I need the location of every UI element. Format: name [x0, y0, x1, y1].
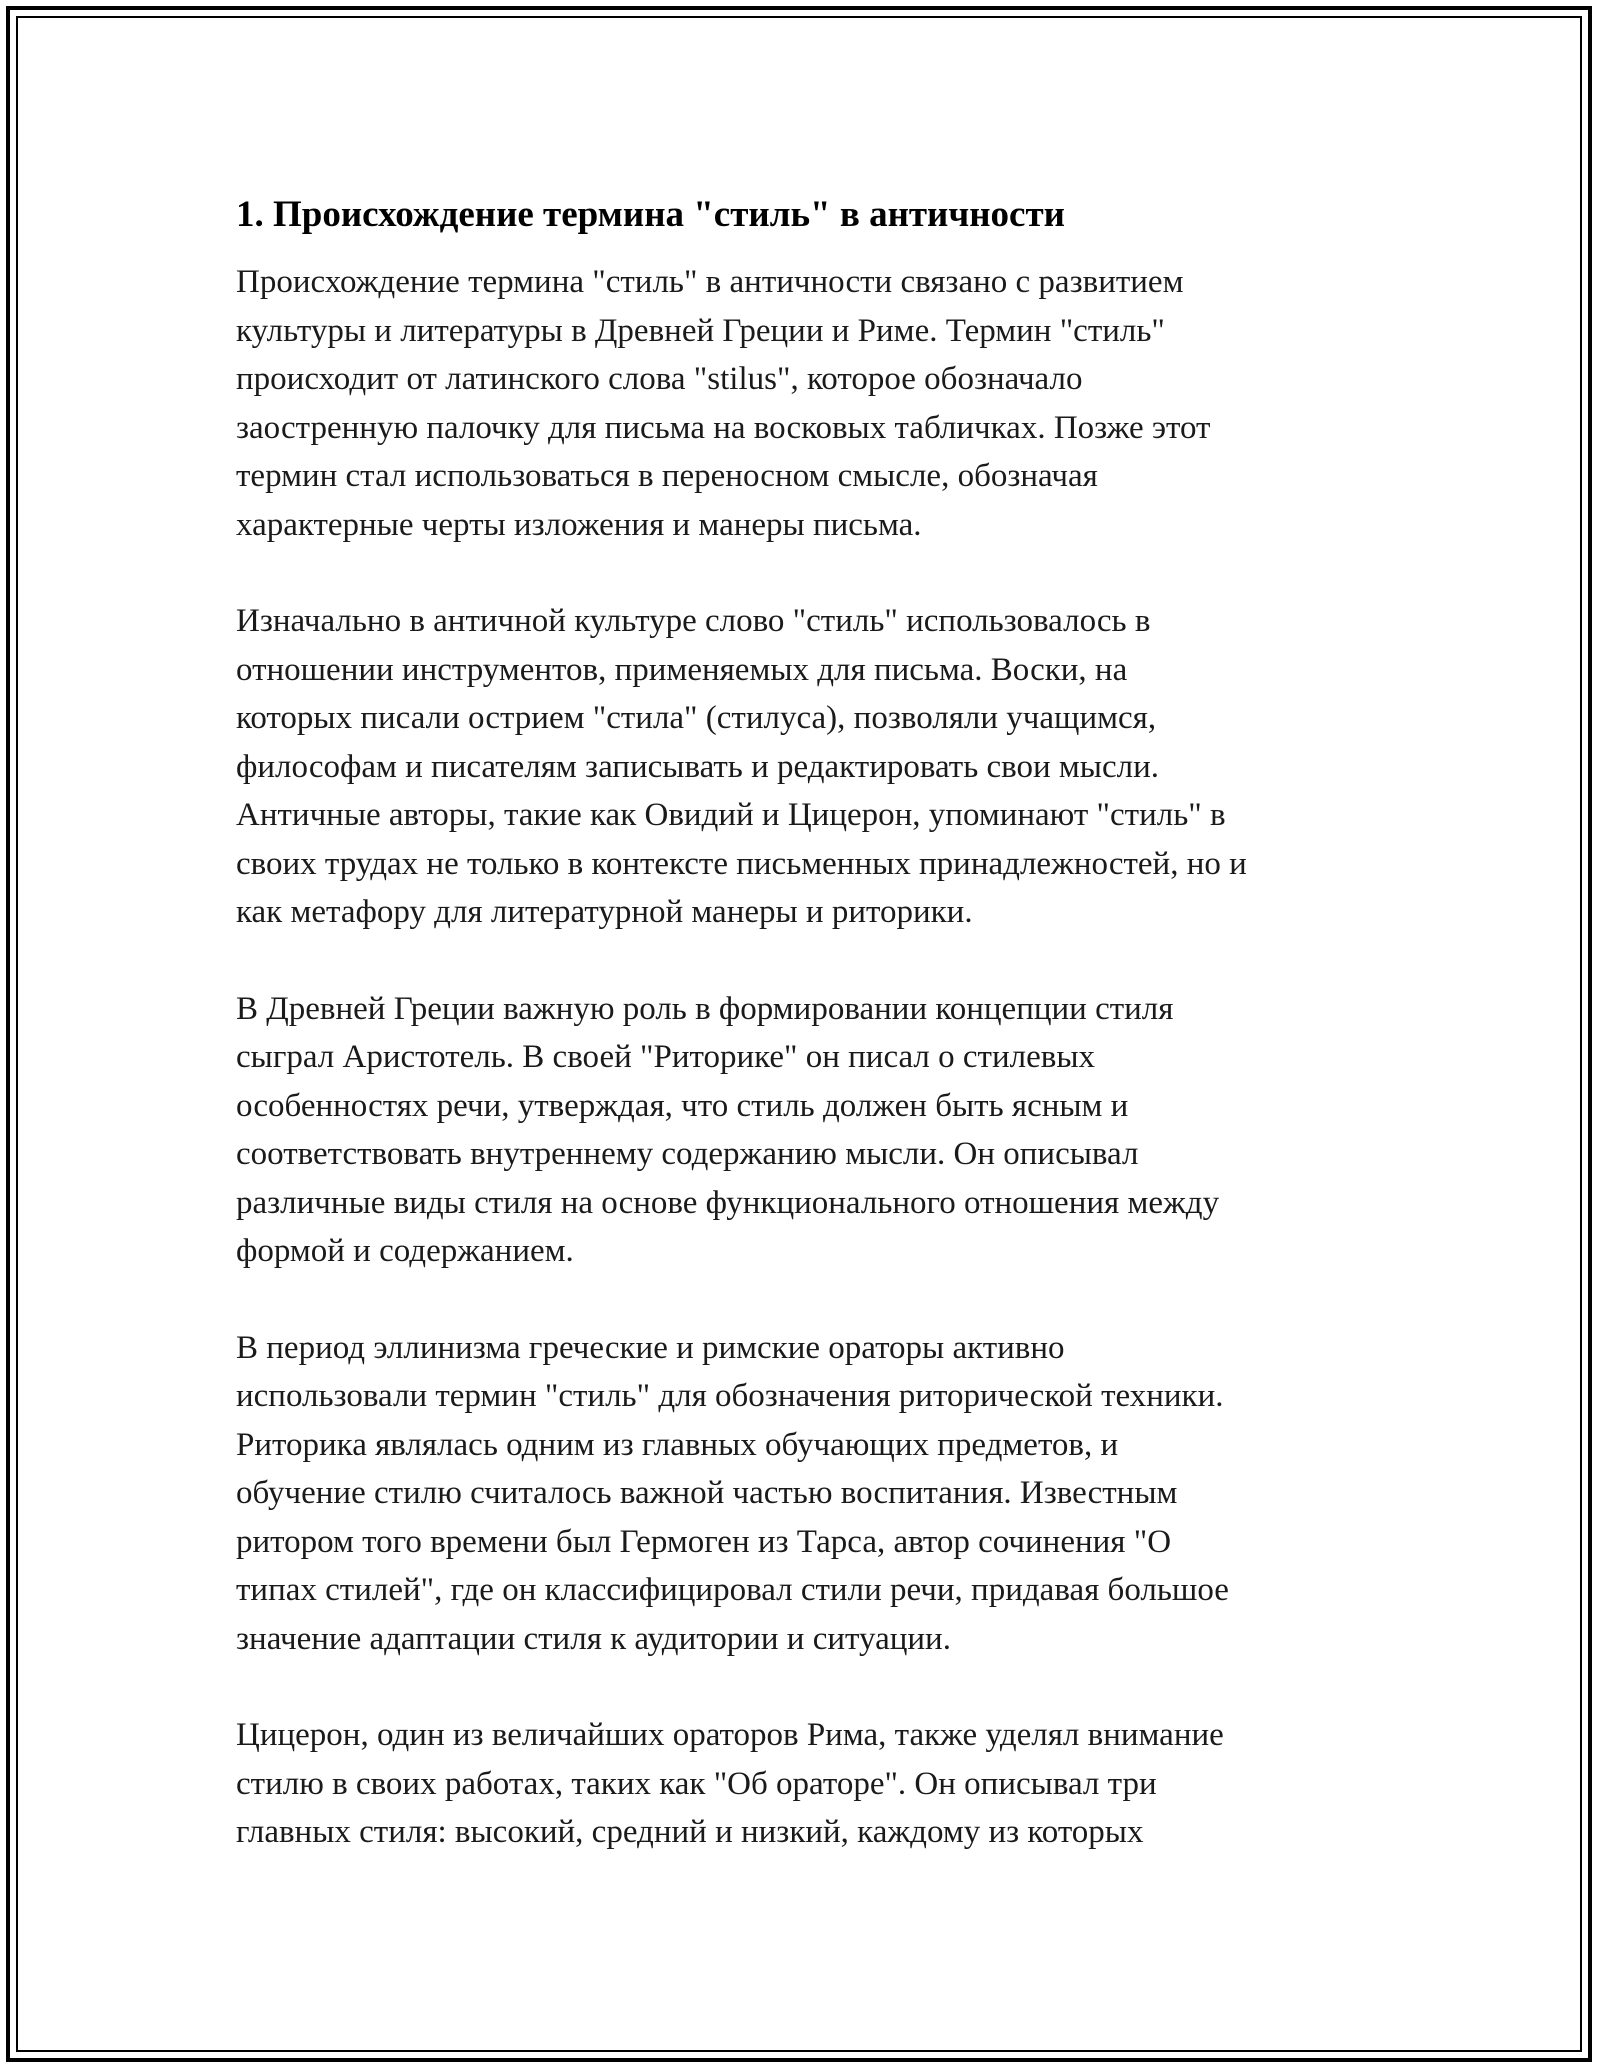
text-line: ритором того времени был Гермоген из Тарса, автор сочинения "О	[236, 1523, 1172, 1560]
text-line: соответствовать внутреннему содержанию мысли. Он описывал	[236, 1136, 1139, 1172]
text-line: заостренную палочку для письма на восковых табличках. Позже этот	[236, 409, 1211, 446]
text-line: Изначально в античной культуре слово "стиль" использовалось в	[236, 603, 1151, 639]
text-line: В период эллинизма греческие и римские ораторы активно	[236, 1329, 1065, 1366]
text-line: Цицерон, один из величайших ораторов Рима, также уделял внимание	[236, 1717, 1224, 1753]
text-line: философам и писателям записывать и редактировать свои мысли.	[236, 748, 1160, 785]
text-line: которых писали острием "стила" (стилуса), позволяли учащимся,	[236, 700, 1157, 736]
text-line: как метафору для литературной манеры и риторики.	[236, 894, 973, 930]
text-line: формой и содержанием.	[236, 1233, 574, 1269]
text-line: различные виды стиля на основе функционального отношения между	[236, 1184, 1220, 1221]
paragraph-3	[236, 985, 1376, 1276]
section-heading: 1. Происхождение термина "стиль" в античности	[236, 194, 1065, 235]
text-line: сыграл Аристотель. В своей "Риторике" он писал о стилевых	[236, 1039, 1095, 1075]
text-line: использовали термин "стиль" для обозначения риторической техники.	[236, 1378, 1224, 1414]
text-line: происходит от латинского слова "stilus", которое обозначало	[236, 361, 1083, 397]
paragraph-5	[236, 1711, 1376, 1857]
text-line: обучение стилю считалось важной частью воспитания. Известным	[236, 1475, 1178, 1511]
text-line: Античные авторы, такие как Овидий и Цицерон, упоминают "стиль" в	[236, 797, 1226, 833]
text-line: значение адаптации стиля к аудитории и ситуации.	[236, 1620, 951, 1657]
text-line: главных стиля: высокий, средний и низкий, каждому из которых	[236, 1814, 1144, 1850]
document-body	[236, 186, 1376, 1857]
text-line: Происхождение термина "стиль" в античности связано с развитием	[236, 264, 1184, 300]
text-line: культуры и литературы в Древней Греции и Риме. Термин "стиль"	[236, 312, 1165, 349]
text-line: В Древней Греции важную роль в формировании концепции стиля	[236, 990, 1174, 1027]
text-line: характерные черты изложения и манеры письма.	[236, 506, 922, 543]
text-line: Риторика являлась одним из главных обучающих предметов, и	[236, 1426, 1119, 1463]
text-line: отношении инструментов, применяемых для письма. Воски, на	[236, 651, 1128, 688]
text-line: термин стал использоваться в переносном смысле, обозначая	[236, 458, 1098, 494]
paragraph-4	[236, 1324, 1376, 1664]
text-line: своих трудах не только в контексте письменных принадлежностей, но и	[236, 845, 1247, 882]
text-line: стилю в своих работах, таких как "Об ораторе". Он описывал три	[236, 1765, 1157, 1802]
text-line: типах стилей", где он классифицировал стили речи, придавая большое	[236, 1572, 1229, 1608]
paragraph-1	[236, 258, 1376, 549]
paragraph-2	[236, 597, 1376, 937]
text-line: особенностях речи, утверждая, что стиль должен быть ясным и	[236, 1087, 1129, 1124]
